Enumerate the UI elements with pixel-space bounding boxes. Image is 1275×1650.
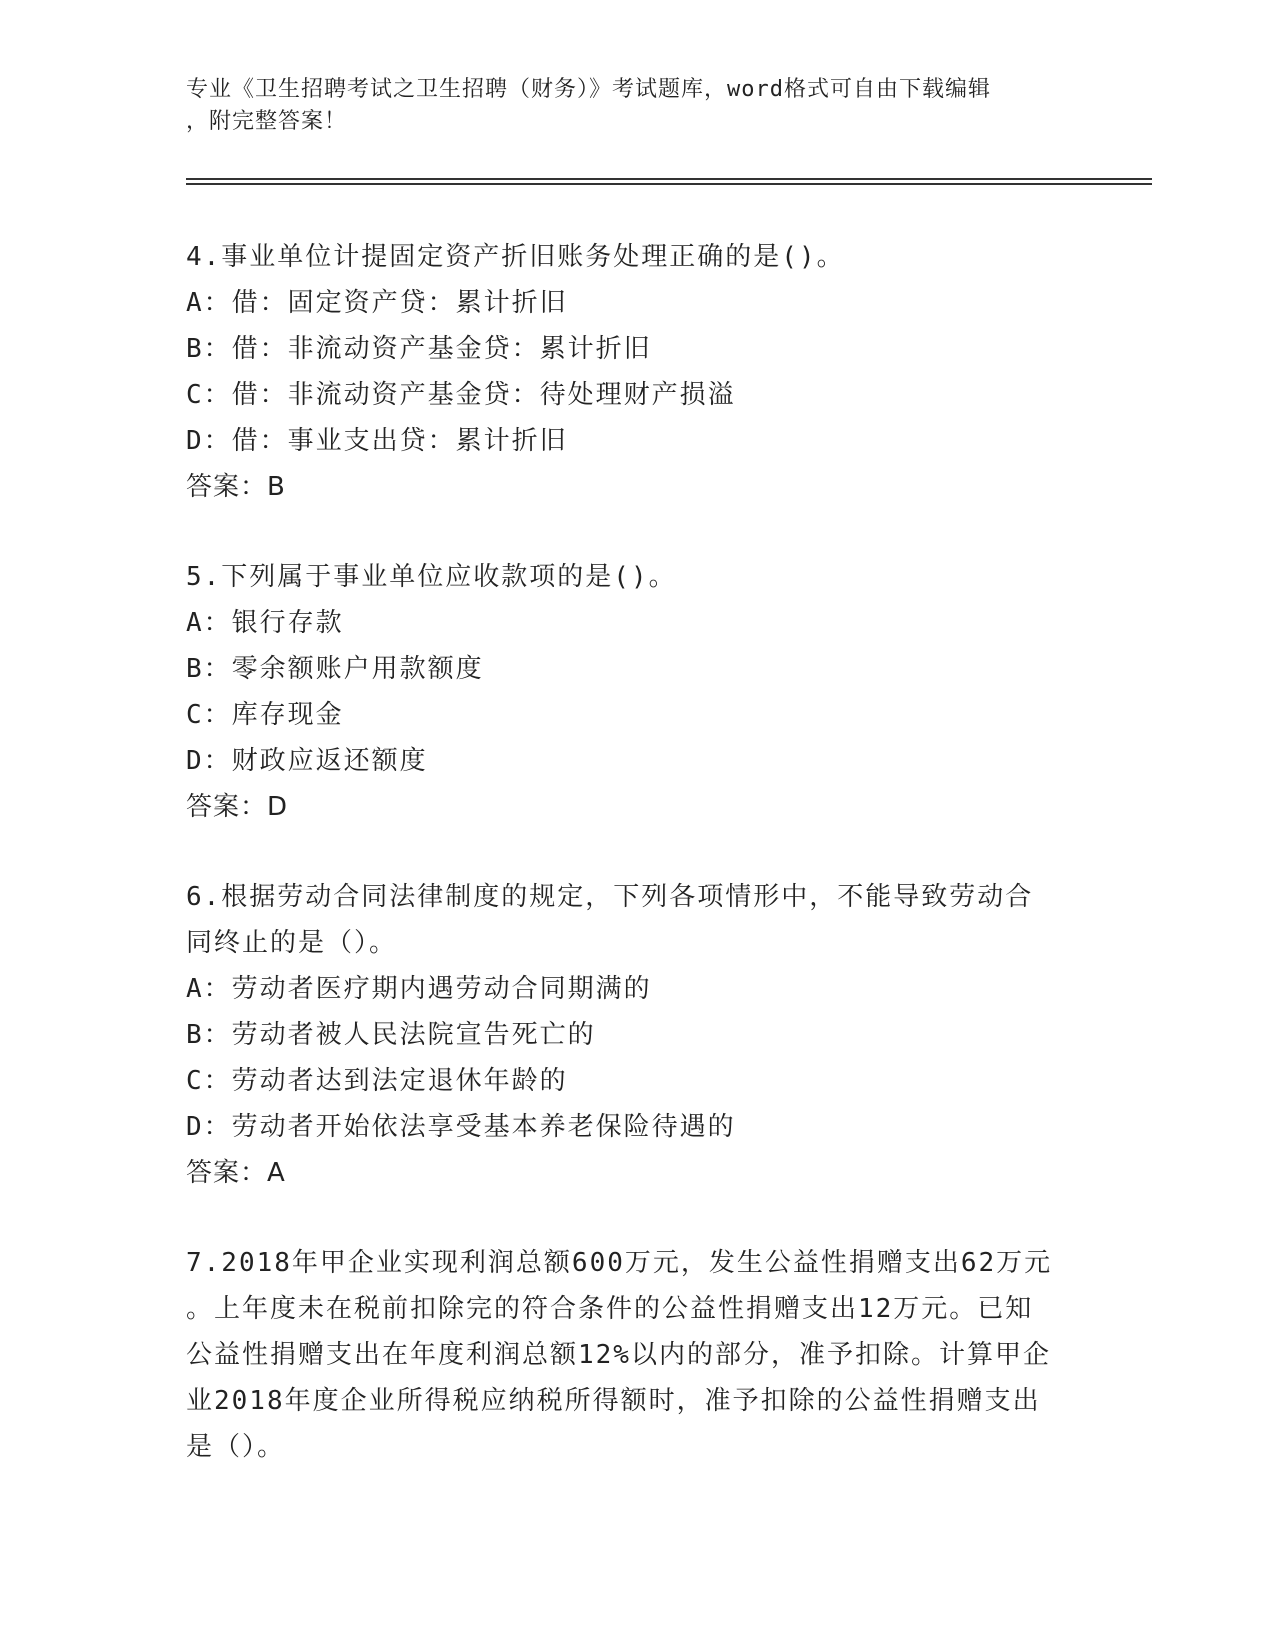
answer: 答案：D: [186, 792, 289, 822]
header-divider-top: [186, 178, 1152, 180]
question-stem: 4.事业单位计提固定资产折旧账务处理正确的是()。: [186, 242, 845, 272]
question-7: [186, 1240, 1086, 1470]
question-stem-line-2: 同终止的是（）。: [186, 928, 398, 958]
question-stem-line-1: 6.根据劳动合同法律制度的规定，下列各项情形中，不能导致劳动合: [186, 882, 1034, 912]
question-6: [186, 874, 1086, 1196]
option-b: B：零余额账户用款额度: [186, 654, 484, 684]
answer: 答案：A: [186, 1158, 286, 1188]
question-stem-line-5: 是（）。: [186, 1432, 286, 1462]
question-stem-line-1: 7.2018年甲企业实现利润总额600万元，发生公益性捐赠支出62万元: [186, 1248, 1053, 1278]
question-stem-line-3: 公益性捐赠支出在年度利润总额12%以内的部分，准予扣除。计算甲企: [186, 1340, 1051, 1370]
option-a: A：借：固定资产贷：累计折旧: [186, 288, 568, 318]
option-b: B：借：非流动资产基金贷：累计折旧: [186, 334, 652, 364]
option-c: C：库存现金: [186, 700, 344, 730]
option-a: A：劳动者医疗期内遇劳动合同期满的: [186, 974, 652, 1004]
header-divider-bottom: [186, 183, 1152, 185]
answer: 答案：B: [186, 472, 286, 502]
option-a: A：银行存款: [186, 608, 344, 638]
question-stem: 5.下列属于事业单位应收款项的是()。: [186, 562, 677, 592]
option-d: D：劳动者开始依法享受基本养老保险待遇的: [186, 1112, 736, 1142]
document-header: [186, 74, 1086, 138]
question-stem-line-2: 。上年度未在税前扣除完的符合条件的公益性捐赠支出12万元。已知: [186, 1294, 1034, 1324]
header-line-2: ，附完整答案！: [186, 109, 348, 134]
question-5: [186, 554, 1086, 830]
option-b: B：劳动者被人民法院宣告死亡的: [186, 1020, 596, 1050]
question-4: [186, 234, 1086, 510]
option-d: D：财政应返还额度: [186, 746, 428, 776]
question-stem-line-4: 业2018年度企业所得税应纳税所得额时，准予扣除的公益性捐赠支出: [186, 1386, 1041, 1416]
option-c: C：劳动者达到法定退休年龄的: [186, 1066, 568, 1096]
option-c: C：借：非流动资产基金贷：待处理财产损溢: [186, 380, 736, 410]
option-d: D：借：事业支出贷：累计折旧: [186, 426, 568, 456]
header-line-1: 专业《卫生招聘考试之卫生招聘（财务）》考试题库，word格式可自由下载编辑: [186, 77, 991, 102]
